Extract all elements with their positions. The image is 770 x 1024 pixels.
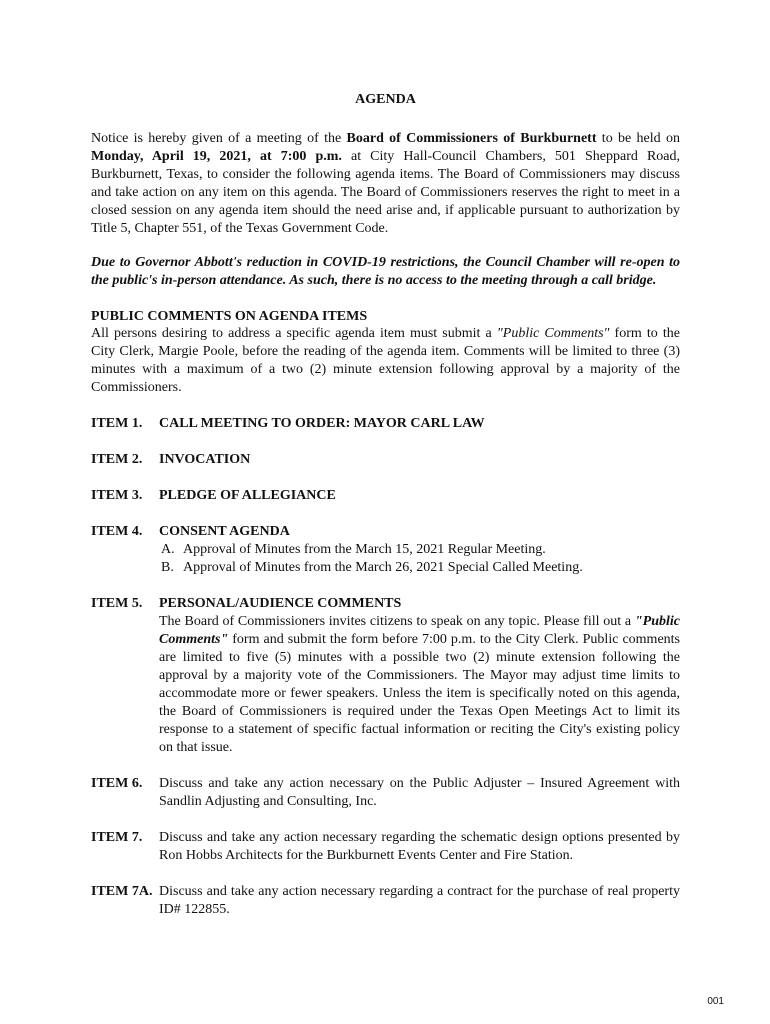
form-name: "Public Comments" [159,614,680,647]
item-number: ITEM 3. [91,488,143,503]
meeting-notice [91,130,680,238]
item-heading: CONSENT AGENDA [159,524,290,539]
agenda-item-1 [91,415,680,433]
item-heading: PERSONAL/AUDIENCE COMMENTS [159,596,402,611]
public-comments-heading: PUBLIC COMMENTS ON AGENDA ITEMS [91,309,368,324]
item-text [159,613,680,757]
agenda-document [91,92,680,937]
text: All persons desiring to address a specific agenda item must submit a [91,326,497,341]
agenda-item-7a [91,883,680,919]
list-text: Approval of Minutes from the March 26, 2021 Special Called Meeting. [183,560,583,575]
page-title: AGENDA [355,92,416,107]
public-comments-text [91,325,680,397]
covid-notice: Due to Governor Abbott's reduction in COVID-19 restrictions, the Council Chamber will re-open to the public's in-person attendance. As such, there is no access to the meeting through a call bridge. [91,255,680,288]
agenda-item-4 [91,523,680,577]
form-name: "Public Comments" [496,326,610,341]
item-number: ITEM 1. [91,416,143,431]
list-item [159,541,680,559]
item-number: ITEM 5. [91,596,143,611]
notice-text: Notice is hereby given of a meeting of the [91,131,347,146]
agenda-item-3 [91,487,680,505]
list-letter: B. [161,560,174,575]
item-text: Discuss and take any action necessary regarding a contract for the purchase of real property ID# 122855. [159,884,680,917]
item-heading: CALL MEETING TO ORDER: MAYOR CARL LAW [159,416,485,431]
agenda-item-6 [91,775,680,811]
item-number: ITEM 4. [91,524,143,539]
list-letter: A. [161,542,175,557]
item-heading: PLEDGE OF ALLEGIANCE [159,488,336,503]
page-number: 001 [707,996,724,1007]
item-number: ITEM 7A. [91,884,153,899]
text: The Board of Commissioners invites citizens to speak on any topic. Please fill out a [159,614,635,629]
list-text: Approval of Minutes from the March 15, 2021 Regular Meeting. [183,542,546,557]
item-number: ITEM 7. [91,830,143,845]
item-text: Discuss and take any action necessary regarding the schematic design options presented by Ron Hobbs Architects for the Burkburnett Events Center and Fire Station. [159,830,680,863]
agenda-item-5 [91,595,680,757]
item-number: ITEM 2. [91,452,143,467]
agenda-item-2 [91,451,680,469]
item-number: ITEM 6. [91,776,143,791]
item-text: Discuss and take any action necessary on the Public Adjuster – Insured Agreement with Sandlin Adjusting and Consulting, Inc. [159,776,680,809]
board-name: Board of Commissioners of Burkburnett [346,131,597,146]
text: form to the City Clerk, Margie Poole, before the reading of the agenda item. Comments will be limited to three (3) minutes with a maximum of a two (2) minute extension following approval by a majority of the Commissioners. [91,326,680,395]
text: form and submit the form before 7:00 p.m. to the City Clerk. Public comments are limited to five (5) minutes with a possible two (2) minute extension following the approval by a majority vote of the Commissioners. The Mayor may adjust time limits to accommodate more or fewer speakers. Unless the item is specifically noted on this agenda, the Board of Commissioners is required under the Texas Open Meetings Act to limit its response to a statement of specific factual information or reciting the City's existing policy on that issue. [159,632,680,755]
public-comments-section [91,309,680,397]
notice-text: at City Hall-Council Chambers, 501 Sheppard Road, Burkburnett, Texas, to consider the following agenda items. The Board of Commissioners may discuss and take action on any item on this agenda. The Board of Commissioners reserves the right to meet in a closed session on any agenda item should the need arise and, if applicable pursuant to authorization by Title 5, Chapter 551, of the Texas Government Code. [91,149,680,236]
meeting-date: Monday, April 19, 2021, at 7:00 p.m. [91,149,342,164]
list-item [159,559,680,577]
item-heading: INVOCATION [159,452,251,467]
notice-text: to be held on [596,131,680,146]
agenda-item-7 [91,829,680,865]
